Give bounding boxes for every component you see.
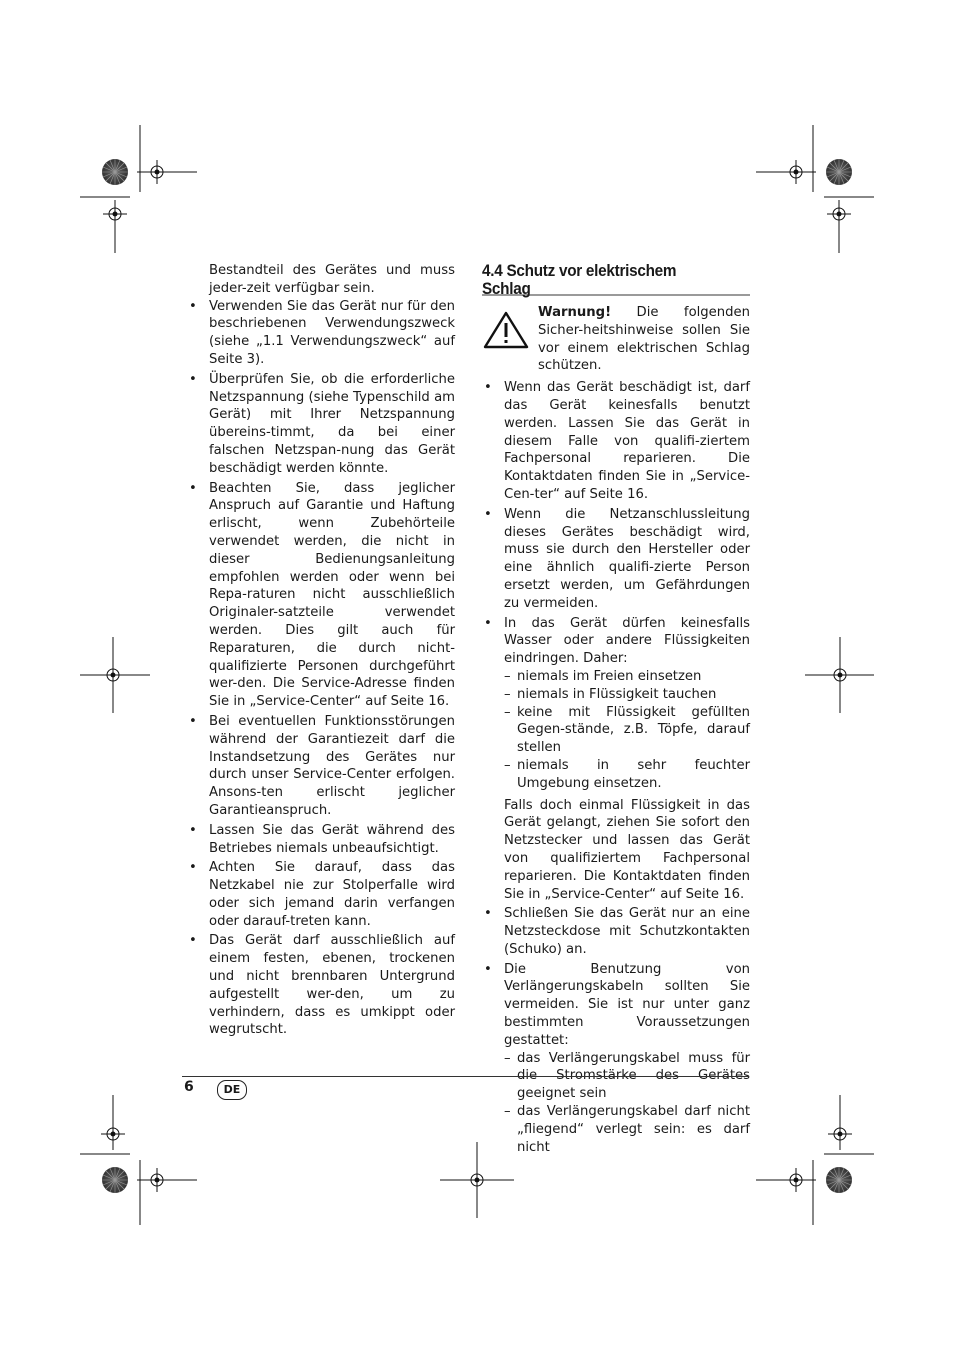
sub-list: [504, 668, 750, 793]
list-item: [482, 905, 750, 958]
safety-list-right: [482, 379, 750, 1156]
list-item: [482, 615, 750, 904]
bullet-glyph: •: [189, 860, 197, 876]
list-item-text: Beachten Sie, dass jeglicher Anspruch auf Garantie und Haftung erlischt, wenn Zubehörteile verwendet werden, die nicht in dieser Bedienungsanleitung empfohlen werden oder wenn bei Repa-raturen nicht ausschließlich Originaler-satzteile verwendet werden. Dies gilt auch für Reparaturen, die durch nicht-qualifizierte Personen durchgeführt wer-den. Die Service-Adresse finden Sie in „Service-Center“ auf Seite 16.: [209, 480, 455, 710]
sub-list-item: [504, 704, 750, 757]
right-column: [482, 262, 750, 1158]
bullet-glyph: •: [484, 961, 492, 977]
bullet-glyph: •: [189, 480, 197, 496]
list-item-text: Lassen Sie das Gerät während des Betriebes niemals unbeaufsichtigt.: [209, 822, 455, 856]
list-item-text: Wenn die Netzanschlussleitung dieses Gerätes beschädigt wird, muss sie durch den Hersteller oder eine ähnlich qualifi-zierte Person ersetzt werden, um Gefährdungen zu vermeiden.: [504, 506, 750, 611]
bullet-glyph: •: [484, 906, 492, 922]
dash-glyph: –: [504, 704, 511, 720]
warning-body: Die folgenden Sicher-heitshinweise sollen Sie vor einem elektrischen Schlag schützen.: [538, 305, 750, 374]
list-item: [482, 506, 750, 613]
dash-glyph: –: [504, 1050, 511, 1066]
bullet-glyph: •: [189, 298, 197, 314]
list-item: [187, 822, 455, 858]
list-item-text: Überprüfen Sie, ob die erforderliche Netzspannung (siehe Typenschild am Gerät) mit Ihrer Netzspannung übereins-timmt, da bei einer falschen Netzspan-nung das Gerät beschädigt werden könnte.: [209, 371, 455, 476]
warning-text: [538, 304, 750, 375]
list-item-text: In das Gerät dürfen keinesfalls Wasser oder andere Flüssigkeiten eindringen. Daher:: [504, 615, 750, 667]
dash-glyph: –: [504, 668, 511, 684]
sub-list-item: [504, 686, 750, 704]
list-item-text: Schließen Sie das Gerät nur an eine Netzsteckdose mit Schutzkontakten (Schuko) an.: [504, 906, 750, 957]
list-item-text: Die Benutzung von Verlängerungskabeln sollten Sie vermeiden. Sie ist nur unter ganz bestimmten Voraussetzungen gestattet:: [504, 961, 750, 1048]
list-item-text: Wenn das Gerät beschädigt ist, darf das Gerät keinesfalls benutzt werden. Lassen Sie das Gerät in diesem Falle von qualifi-ziertem Fachpersonal reparieren. Die Kontaktdaten finden Sie in „Service-Cen-ter“ auf Seite 16.: [504, 380, 750, 502]
dash-glyph: –: [504, 686, 511, 702]
bullet-glyph: •: [484, 506, 492, 522]
list-item: [187, 713, 455, 820]
list-item: [482, 379, 750, 504]
list-item: [187, 298, 455, 369]
sub-list-item-text: niemals in sehr feuchter Umgebung einsetzen.: [517, 757, 750, 791]
list-item-text: Das Gerät darf ausschließlich auf einem festen, ebenen, trockenen und nicht brennbaren Untergrund aufgestellt wer-den, um zu verhindern, dass es umkippt oder wegrutscht.: [209, 933, 455, 1038]
sub-list: [504, 1050, 750, 1157]
warning-box: [482, 304, 750, 375]
footer-rule: [182, 1076, 749, 1077]
list-item: [187, 371, 455, 478]
warning-label: Warnung!: [538, 305, 612, 320]
list-item-continuation: Falls doch einmal Flüssigkeit in das Gerät gelangt, ziehen Sie sofort den Netzstecker und lassen das Gerät von qualifiziertem Fachpersonal reparieren. Die Kontaktdaten finden Sie in „Service-Center“ auf Seite 16.: [504, 797, 750, 902]
intro-text: Bestandteil des Gerätes und muss jeder-zeit verfügbar sein.: [209, 263, 455, 296]
bullet-glyph: •: [189, 933, 197, 949]
sub-list-item-text: das Verlängerungskabel darf nicht „fliegend“ verlegt sein: es darf nicht: [517, 1104, 750, 1155]
left-column: [187, 262, 455, 1041]
bullet-glyph: •: [189, 713, 197, 729]
bullet-glyph: •: [189, 822, 197, 838]
warning-triangle-icon: [482, 304, 538, 356]
sub-list-item-text: keine mit Flüssigkeit gefüllten Gegen-stände, z.B. Töpfe, darauf stellen: [517, 704, 750, 756]
dash-glyph: –: [504, 1104, 511, 1120]
dash-glyph: –: [504, 757, 511, 773]
bullet-glyph: •: [484, 615, 492, 631]
sub-list-item: [504, 757, 750, 793]
sub-list-item-text: das Verlängerungskabel muss für die Stromstärke des Gerätes geeignet sein: [517, 1050, 750, 1102]
page-number: 6: [184, 1079, 194, 1095]
language-badge: DE: [217, 1080, 247, 1100]
list-item-text: Verwenden Sie das Gerät nur für den beschriebenen Verwendungszweck (siehe „1.1 Verwendungszweck“ auf Seite 3).: [209, 298, 455, 367]
list-item: [482, 961, 750, 1157]
section-heading: 4.4 Schutz vor elektrischem Schlag: [482, 261, 677, 298]
sub-list-item-text: niemals in Flüssigkeit tauchen: [517, 686, 717, 702]
bullet-glyph: •: [484, 380, 492, 396]
sub-list-item: [504, 1103, 750, 1156]
list-item-text: Bei eventuellen Funktionsstörungen während der Garantiezeit darf die Instandsetzung des Gerätes nur durch unser Service-Center erfolgen. Ansons-ten erlischt jeglicher Garantieanspruch.: [209, 713, 455, 818]
list-item: [187, 859, 455, 930]
list-item-text: Achten Sie darauf, dass das Netzkabel nie zur Stolperfalle wird oder sich jemand darin verfangen oder darauf-treten kann.: [209, 860, 455, 929]
safety-list-left: [187, 298, 455, 1040]
list-item: [187, 480, 455, 711]
sub-list-item-text: niemals im Freien einsetzen: [517, 668, 702, 684]
bullet-glyph: •: [189, 371, 197, 387]
sub-list-item: [504, 668, 750, 686]
list-item: [187, 932, 455, 1039]
